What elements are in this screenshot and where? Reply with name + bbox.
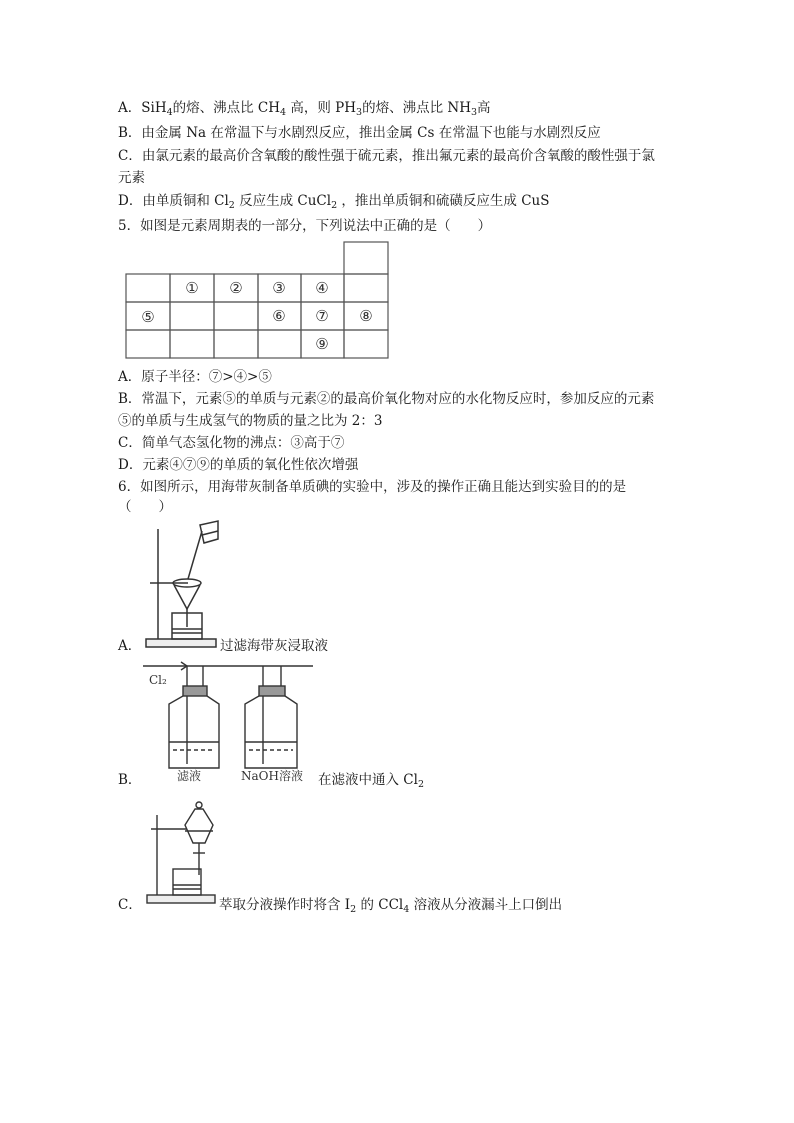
table-label-1: ①: [185, 279, 199, 297]
q5-option-d: D．元素④⑦⑨的单质的氧化性依次增强: [118, 457, 359, 473]
q6-option-c: C． 萃取分液操作时将含 $I_2$ 的 CCl$_4$ 溶液从分液漏斗上口倒出: [118, 897, 563, 915]
fig-b-left-label: 滤液: [177, 769, 202, 782]
table-label-9: ⑨: [315, 335, 329, 353]
q6-option-a: A． 过滤海带灰浸取液: [118, 638, 328, 654]
q4-option-c-line2: 元素: [118, 170, 145, 186]
q5-option-b-line2: ⑤的单质与生成氢气的物质的量之比为 2：3: [118, 413, 383, 429]
q5-option-a: A．原子半径：⑦>④>⑤: [118, 369, 272, 385]
q5-option-c: C．简单气态氢化物的沸点：③高于⑦: [118, 435, 345, 451]
fig-b-cl2-label: Cl₂: [149, 673, 167, 687]
q4-option-c-line1: C．由氯元素的最高价含氧酸的酸性强于硫元素，推出氟元素的最高价含氧酸的酸性强于氯: [118, 148, 655, 164]
q5-stem: 5．如图是元素周期表的一部分，下列说法中正确的是（ ）: [118, 218, 492, 234]
table-label-3: ③: [272, 279, 286, 297]
fig-b-right-label: NaOH溶液: [241, 769, 303, 782]
table-label-4: ④: [315, 279, 329, 297]
q4-option-a: A．SiH$_4$的熔、沸点比 $CH_4$ 高，则 $PH_3$的熔、沸点比 $NH_3$高: [118, 100, 491, 118]
table-label-2: ②: [229, 279, 243, 297]
q4-option-b: B．由金属 Na 在常温下与水剧烈反应，推出金属 Cs 在常温下也能与水剧烈反应: [118, 125, 601, 141]
table-label-5: ⑤: [141, 308, 155, 326]
q6-stem: 6．如图所示，用海带灰制备单质碘的实验中，涉及的操作正确且能达到实验目的的是: [118, 479, 627, 495]
gas-washing-bottles-figure: [143, 660, 317, 782]
table-top-cell: [344, 242, 388, 274]
q6-paren: （ ）: [118, 499, 172, 515]
q4-option-d: D．由单质铜和 $Cl_2$ 反应生成 CuCl$_2$ ，推出单质铜和硫磺反应生成 CuS: [118, 193, 550, 211]
filtration-apparatus-figure: [142, 517, 220, 652]
q6-option-b: B． 在滤液中通入 $Cl_2$: [118, 772, 424, 790]
periodic-table-fragment: [124, 240, 404, 365]
separatory-funnel-figure: [143, 795, 219, 907]
q5-option-b-line1: B．常温下，元素⑤的单质与元素②的最高价氧化物对应的水化物反应时，参加反应的元素: [118, 391, 655, 407]
table-label-6: ⑥: [272, 307, 286, 325]
table-label-8: ⑧: [359, 307, 373, 325]
table-label-7: ⑦: [315, 307, 329, 325]
